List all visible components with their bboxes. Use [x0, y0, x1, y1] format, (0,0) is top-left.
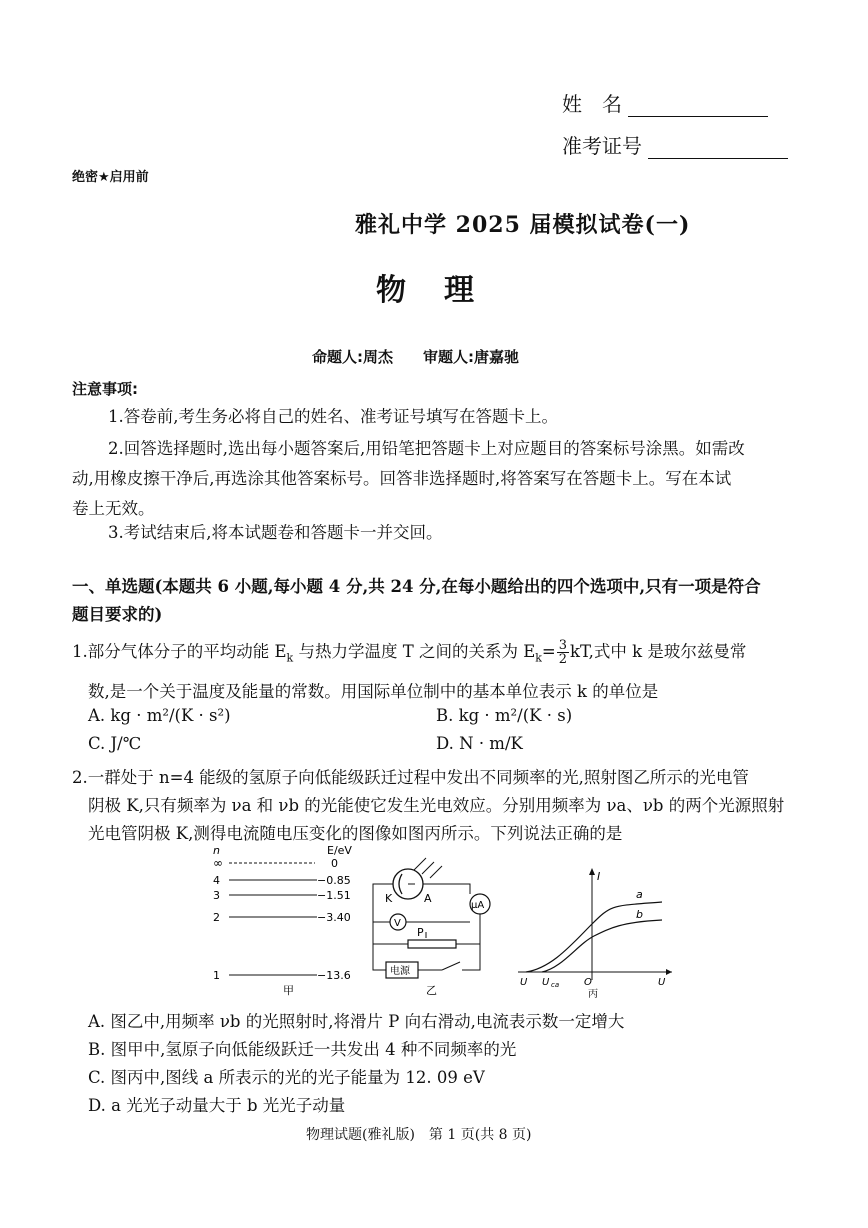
light-arrow-1	[414, 858, 426, 870]
name-field	[562, 88, 768, 117]
label-uc1: U	[520, 977, 528, 988]
question-2-line-2: 阴极 K,只有频率为 νa 和 νb 的光能使它发生光电效应。分别用频率为 νa、νb 的两个光源照射	[88, 796, 785, 815]
exam-title: 雅礼中学 2025 届模拟试卷(一)	[355, 212, 691, 238]
jia-level-4-e: −0.85	[317, 874, 351, 887]
id-field	[562, 130, 788, 159]
cathode-k	[399, 874, 402, 894]
figure-jia-energy-levels	[205, 844, 365, 996]
label-i: I	[597, 870, 601, 883]
question-1-line-2: 数,是一个关于温度及能量的常数。用国际单位制中的基本单位表示 k 的单位是	[88, 682, 659, 701]
label-k: K	[385, 892, 393, 905]
authors: 命题人:周杰 审题人:唐嘉驰	[312, 348, 519, 366]
jia-level-1-e: −13.6	[317, 969, 351, 982]
name-label: 姓 名	[562, 92, 622, 116]
i-axis-arrow	[589, 868, 595, 875]
q1-fraction	[557, 639, 569, 666]
page-footer: 物理试题(雅礼版) 第 1 页(共 8 页)	[306, 1127, 532, 1143]
bing-caption: 丙	[588, 989, 598, 998]
wire-right	[456, 914, 480, 944]
question-2-line-3: 光电管阴极 K,测得电流随电压变化的图像如图丙所示。下列说法正确的是	[88, 824, 623, 843]
q1-frac-num: 3	[558, 638, 568, 653]
u-axis-arrow	[666, 969, 672, 975]
name-blank	[628, 96, 768, 117]
notice-item-2b: 动,用橡皮擦干净后,再选涂其他答案标号。回答非选择题时,将答案写在答题卡上。写在本试	[72, 469, 732, 488]
switch	[442, 962, 460, 970]
label-v: V	[394, 918, 401, 929]
q2-option-c: C. 图丙中,图线 a 所表示的光的光子能量为 12. 09 eV	[88, 1068, 485, 1087]
light-arrow-3	[430, 866, 442, 878]
q1-text-a: 1.部分气体分子的平均动能 E	[72, 642, 287, 661]
label-p: P	[417, 926, 424, 939]
notice-item-2c: 卷上无效。	[72, 499, 155, 518]
id-label: 准考证号	[562, 134, 642, 158]
q1-option-a: A. kg · m²/(K · s²)	[88, 706, 231, 725]
question-2-line-1: 2.一群处于 n=4 能级的氢原子向低能级跃迁过程中发出不同频率的光,照射图乙所示的光电管	[72, 768, 749, 787]
jia-level-2-n: 2	[213, 911, 220, 924]
jia-level-3-n: 3	[213, 889, 220, 902]
figure-bing-iu-graph	[512, 864, 682, 998]
q1-frac-den: 2	[558, 652, 568, 667]
q1-sub-1: k	[286, 651, 294, 665]
question-1-line-1	[72, 636, 746, 668]
section-heading-1: 一、单选题(本题共 6 小题,每小题 4 分,共 24 分,在每小题给出的四个选项中,只有一项是符合	[72, 577, 761, 596]
jia-level-inf-e: 0	[331, 857, 338, 870]
jia-level-1-n: 1	[213, 969, 220, 982]
light-arrow-2	[422, 862, 434, 874]
label-b-curve: b	[636, 908, 643, 921]
rheostat	[408, 940, 456, 948]
notice-item-1: 1.答卷前,考生务必将自己的姓名、准考证号填写在答题卡上。	[108, 407, 558, 426]
yi-caption: 乙	[426, 984, 437, 997]
id-blank	[648, 138, 788, 159]
label-uc2: U	[542, 977, 550, 988]
label-uc2-sub: ca	[551, 981, 560, 989]
section-heading-2: 题目要求的)	[72, 605, 163, 624]
subject-title: 物 理	[376, 273, 478, 308]
wire-source-left	[373, 944, 386, 970]
q2-option-b: B. 图甲中,氢原子向低能级跃迁一共发出 4 种不同频率的光	[88, 1040, 517, 1059]
q1-sub-2: k	[535, 651, 542, 665]
notice-heading: 注意事项:	[72, 380, 138, 398]
figure-yi-circuit	[368, 852, 498, 998]
q2-option-a: A. 图乙中,用频率 νb 的光照射时,将滑片 P 向右滑动,电流表示数一定增大	[88, 1012, 625, 1031]
jia-level-2-e: −3.40	[317, 911, 351, 924]
jia-level-inf-n: ∞	[213, 856, 223, 870]
q1-text-c: kT,式中 k 是玻尔兹曼常	[570, 642, 747, 661]
jia-level-3-e: −1.51	[317, 889, 351, 902]
jia-e-label: E/eV	[327, 844, 352, 857]
label-origin: O	[584, 977, 592, 988]
q1-option-b: B. kg · m²/(K · s)	[436, 706, 573, 725]
label-u: U	[658, 977, 666, 988]
jia-n-label: n	[213, 844, 220, 857]
label-microamp: μA	[471, 900, 485, 911]
jia-level-4-n: 4	[213, 874, 220, 887]
secret-mark: 绝密★启用前	[72, 170, 149, 185]
notice-item-3: 3.考试结束后,将本试题卷和答题卡一并交回。	[108, 523, 443, 542]
q2-option-d: D. a 光光子动量大于 b 光光子动量	[88, 1096, 346, 1115]
curve-b	[542, 920, 662, 972]
wire-source-right	[462, 944, 480, 970]
q1-text-b: 与热力学温度 T 之间的关系为 E	[293, 642, 536, 661]
label-a-curve: a	[636, 888, 643, 901]
jia-caption: 甲	[283, 984, 294, 996]
notice-item-2a: 2.回答选择题时,选出每小题答案后,用铅笔把答题卡上对应题目的答案标号涂黑。如需改	[108, 439, 745, 458]
q1-eq: =	[541, 642, 556, 661]
q1-option-c: C. J/℃	[88, 734, 142, 753]
label-a: A	[424, 892, 432, 905]
q1-option-d: D. N · m/K	[436, 734, 523, 753]
label-source: 电源	[390, 966, 410, 977]
